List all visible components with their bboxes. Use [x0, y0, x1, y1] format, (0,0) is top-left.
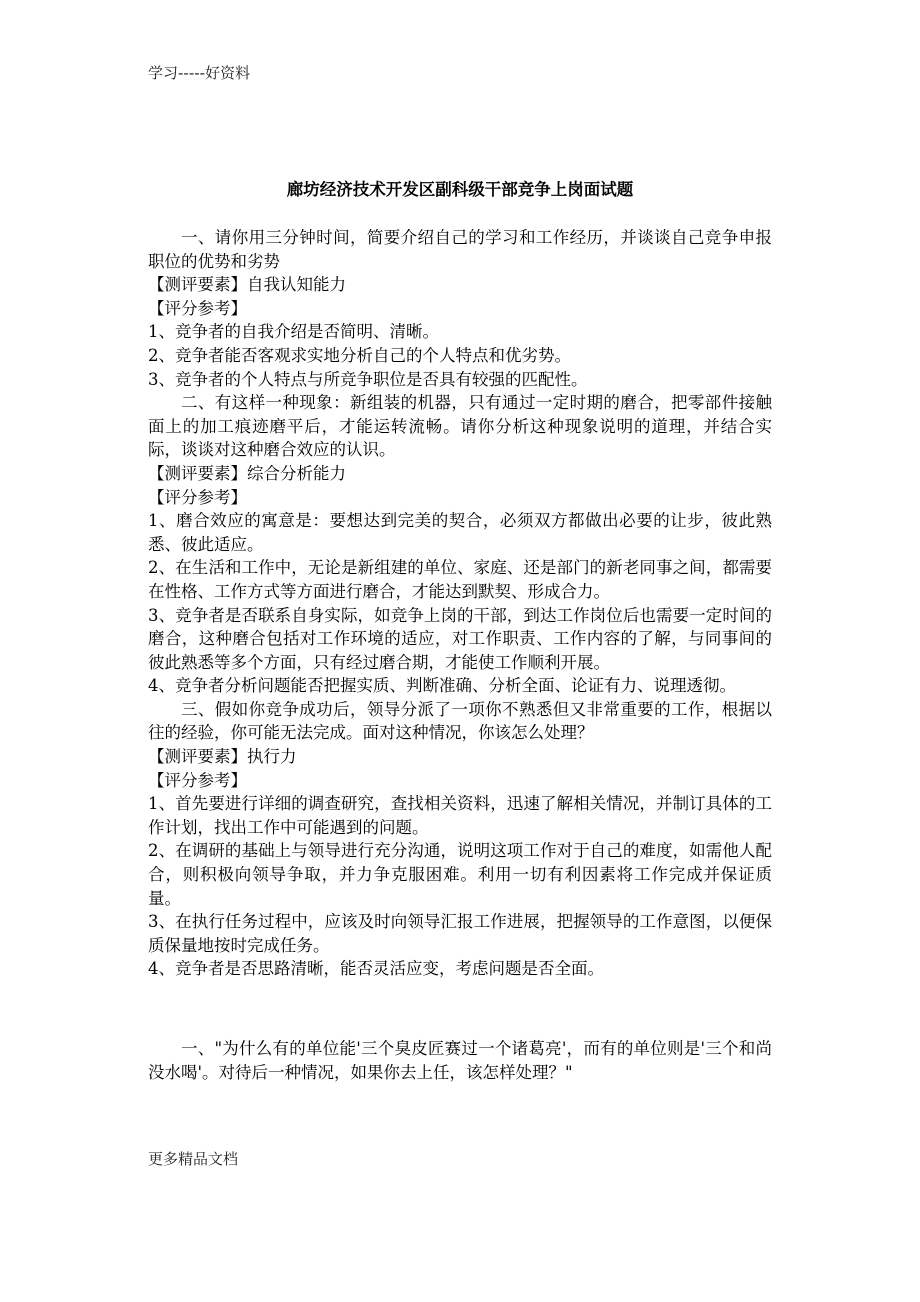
- reference-item: 3、竞争者的个人特点与所竞争职位是否具有较强的匹配性。: [148, 369, 588, 389]
- page-header: 学习-----好资料: [148, 64, 251, 82]
- reference-item: 3、在执行任务过程中，应该及时向领导汇报工作进展，把握领导的工作意图，以便保质保量地按时完成任务。: [148, 912, 772, 955]
- page-footer: 更多精品文档: [148, 1150, 239, 1168]
- reference-item: 1、磨合效应的寓意是：要想达到完美的契合，必须双方都做出必要的让步，彼此熟悉、彼此适应。: [148, 511, 772, 554]
- extra-question-text: 一、"为什么有的单位能'三个臭皮匠赛过一个诸葛亮'，而有的单位则是'三个和尚没水喝'。对待后一种情况，如果你去上任，该怎样处理？": [148, 1039, 772, 1082]
- reference-item: 2、在调研的基础上与领导进行充分沟通，说明这项工作对于自己的难度，如需他人配合，则积极向领导争取，并力争克服困难。利用一切有利因素将工作完成并保证质量。: [148, 841, 772, 908]
- reference-label: 【评分参考】: [148, 487, 247, 507]
- question-text: 三、假如你竞争成功后，领导分派了一项你不熟悉但又非常重要的工作，根据以往的经验，你可能无法完成。面对这种情况，你该怎么处理？: [148, 699, 772, 743]
- question-text: 一、请你用三分钟时间，简要介绍自己的学习和工作经历，并谈谈自己竞争申报职位的优势和劣势: [148, 228, 772, 271]
- section-1: [148, 226, 772, 391]
- section-spacer: [148, 981, 772, 1037]
- reference-item: 2、在生活和工作中，无论是新组建的单位、家庭、还是部门的新老同事之间，都需要在性格、工作方式等方面进行磨合，才能达到默契、形成合力。: [148, 558, 772, 601]
- reference-item: 1、首先要进行详细的调查研究，查找相关资料，迅速了解相关情况，并制订具体的工作计划，找出工作中可能遇到的问题。: [148, 794, 772, 837]
- section-3: [148, 698, 772, 981]
- reference-item: 4、竞争者分析问题能否把握实质、判断准确、分析全面、论证有力、说理透彻。: [148, 676, 736, 696]
- reference-label: 【评分参考】: [148, 770, 247, 790]
- element-label: 【测评要素】综合分析能力: [148, 463, 346, 483]
- reference-item: 4、竞争者是否思路清晰，能否灵活应变，考虑问题是否全面。: [148, 959, 604, 979]
- section-2: [148, 391, 772, 698]
- reference-item: 1、竞争者的自我介绍是否简明、清晰。: [148, 322, 439, 342]
- reference-label: 【评分参考】: [148, 298, 247, 318]
- document-body: [148, 226, 772, 1084]
- element-label: 【测评要素】自我认知能力: [148, 275, 346, 295]
- document-title: 廊坊经济技术开发区副科级干部竞争上岗面试题: [286, 180, 634, 199]
- reference-item: 3、竞争者是否联系自身实际，如竞争上岗的干部，到达工作岗位后也需要一定时间的磨合，这种磨合包括对工作环境的适应，对工作职责、工作内容的了解，与同事间的彼此熟悉等多个方面，只有经过磨合期，才能使工作顺利开展。: [148, 605, 772, 672]
- element-label: 【测评要素】执行力: [148, 747, 297, 767]
- question-text: 二、有这样一种现象：新组装的机器，只有通过一定时期的磨合，把零部件接触面上的加工痕迹磨平后，才能运转流畅。请你分析这种现象说明的道理，并结合实际，谈谈对这种磨合效应的认识。: [148, 393, 772, 460]
- reference-item: 2、竞争者能否客观求实地分析自己的个人特点和优劣势。: [148, 345, 571, 365]
